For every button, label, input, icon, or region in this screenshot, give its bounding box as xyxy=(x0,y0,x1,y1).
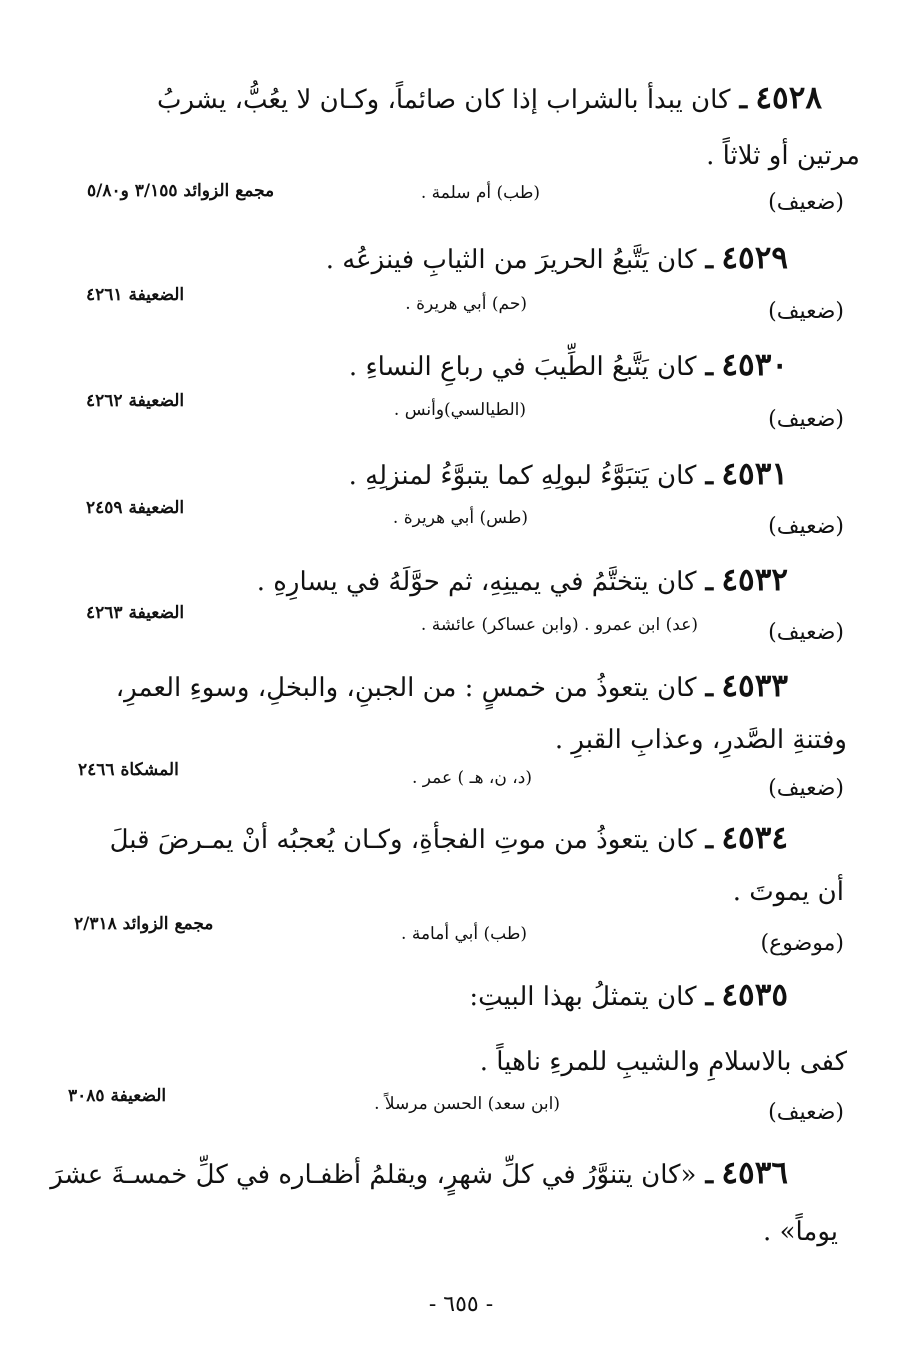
hadith-number: ٤٥٣٢ xyxy=(721,562,788,598)
source-citation: (عد) ابن عمرو . (وابن عساكر) عائشة . xyxy=(420,615,698,635)
hadith-continuation: مرتين أو ثلاثاً . xyxy=(706,141,860,171)
source-citation: (د، ن، هـ ) عمر . xyxy=(411,768,532,788)
hadith-number: ٤٥٣٦ xyxy=(721,1155,788,1191)
source-citation: (حم) أبي هريرة . xyxy=(405,294,527,314)
reference: مجمع الزوائد ٣/١٥٥ و٥/٨٠ xyxy=(87,181,275,201)
hadith-continuation: أن يموتَ . xyxy=(732,877,844,907)
grade-label: (ضعيف) xyxy=(768,776,844,801)
reference: الضعيفة ٤٢٦١ xyxy=(86,285,185,305)
hadith-line: ٤٥٣٣ ـ كان يتعوذُ من خمسٍ : من الجبنِ، والبخلِ، وسوءِ العمرِ، xyxy=(115,668,788,704)
hadith-text: كان يبدأ بالشراب إذا كان صائماً، وكـان لا يعُبُّ، يشربُ xyxy=(157,85,731,115)
verse-line: كفى بالاسلامِ والشيبِ للمرءِ ناهياً . xyxy=(479,1047,847,1077)
reference: الضعيفة ٤٢٦٢ xyxy=(86,391,185,411)
hadith-number: ٤٥٣٥ xyxy=(721,977,788,1013)
hadith-number: ٤٥٣٠ xyxy=(721,347,788,383)
hadith-number: ٤٥٢٩ xyxy=(721,240,788,276)
grade-label: (ضعيف) xyxy=(768,299,844,324)
hadith-number: ٤٥٣٣ xyxy=(721,668,788,704)
page-number: - ٦٥٥ - xyxy=(428,1292,494,1317)
hadith-text: كان يَتبَوَّءُ لبولِهِ كما يتبوَّءُ لمنزلِهِ . xyxy=(348,461,697,491)
hadith-text: كان يتمثلُ بهذا البيتِ: xyxy=(469,982,697,1012)
hadith-text: «كان يتنوَّرُ في كلِّ شهرٍ، ويقلمُ أظفـاره في كلِّ خمسـةَ عشرَ xyxy=(50,1160,697,1190)
grade-label: (ضعيف) xyxy=(768,620,844,645)
reference: الضعيفة ٢٤٥٩ xyxy=(86,498,185,518)
hadith-continuation: وفتنةِ الصَّدرِ، وعذابِ القبرِ . xyxy=(554,725,847,755)
source-citation: (طب) أبي أمامة . xyxy=(401,924,527,944)
hadith-line: ٤٥٣٠ ـ كان يَتَّبعُ الطِّيبَ في رباعِ النساءِ . xyxy=(348,347,788,383)
hadith-line: ٤٥٣٢ ـ كان يتختَّمُ في يمينِهِ، ثم حوَّلَهُ في يسارِهِ . xyxy=(256,562,788,598)
hadith-text: كان يتعوذُ من موتِ الفجأةِ، وكـان يُعجبُه أنْ يمـرضَ قبلَ xyxy=(109,825,697,855)
hadith-text: كان يَتَّبعُ الطِّيبَ في رباعِ النساءِ . xyxy=(348,352,697,382)
reference: الضعيفة ٣٠٨٥ xyxy=(68,1086,167,1106)
hadith-line: ٤٥٢٨ ـ كان يبدأ بالشراب إذا كان صائماً، وكـان لا يعُبُّ، يشربُ xyxy=(157,80,822,116)
reference: المشكاة ٢٤٦٦ xyxy=(78,760,179,780)
hadith-line: ٤٥٣٥ ـ كان يتمثلُ بهذا البيتِ: xyxy=(469,977,788,1013)
hadith-text: كان يتختَّمُ في يمينِهِ، ثم حوَّلَهُ في يسارِهِ . xyxy=(256,567,697,597)
source-citation: (طب) أم سلمة . xyxy=(420,183,540,203)
hadith-number: ٤٥٣٤ xyxy=(721,820,788,856)
hadith-number: ٤٥٣١ xyxy=(721,456,788,492)
grade-label: (ضعيف) xyxy=(768,407,844,432)
hadith-continuation: يوماً» . xyxy=(763,1217,838,1247)
grade-label: (ضعيف) xyxy=(768,190,844,215)
hadith-line: ٤٥٣٦ ـ «كان يتنوَّرُ في كلِّ شهرٍ، ويقلمُ أظفـاره في كلِّ خمسـةَ عشرَ xyxy=(50,1155,788,1191)
source-citation: (الطيالسي)وأنس . xyxy=(393,400,526,420)
hadith-line: ٤٥٣١ ـ كان يَتبَوَّءُ لبولِهِ كما يتبوَّءُ لمنزلِهِ . xyxy=(348,456,788,492)
grade-label: (ضعيف) xyxy=(768,514,844,539)
hadith-text: كان يتعوذُ من خمسٍ : من الجبنِ، والبخلِ، وسوءِ العمرِ، xyxy=(115,673,697,703)
source-citation: (طس) أبي هريرة . xyxy=(392,508,528,528)
source-citation: (ابن سعد) الحسن مرسلاً . xyxy=(374,1094,560,1114)
hadith-line: ٤٥٣٤ ـ كان يتعوذُ من موتِ الفجأةِ، وكـان يُعجبُه أنْ يمـرضَ قبلَ xyxy=(109,820,788,856)
hadith-line: ٤٥٢٩ ـ كان يَتَّبعُ الحريرَ من الثيابِ فينزعُه . xyxy=(325,240,788,276)
hadith-number: ٤٥٢٨ xyxy=(755,80,822,116)
reference: مجمع الزوائد ٢/٣١٨ xyxy=(74,914,214,934)
hadith-text: كان يَتَّبعُ الحريرَ من الثيابِ فينزعُه . xyxy=(325,245,697,275)
grade-label: (ضعيف) xyxy=(768,1100,844,1125)
reference: الضعيفة ٤٢٦٣ xyxy=(86,603,185,623)
grade-label: (موضوع) xyxy=(760,931,844,956)
